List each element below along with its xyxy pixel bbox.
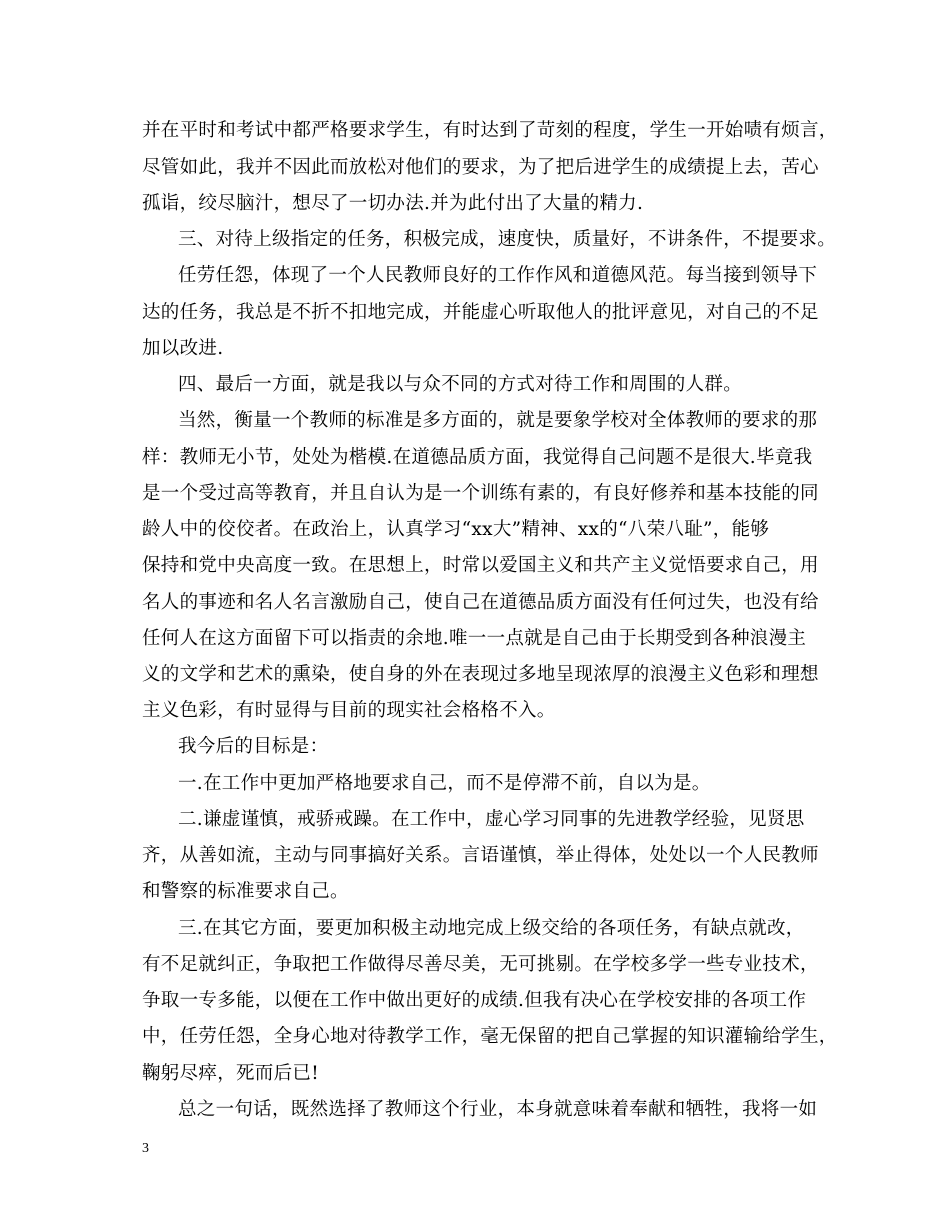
text-line: 鞠躬尽瘁，死而后已! xyxy=(142,1063,319,1084)
text-line: 龄人中的佼佼者。在政治上，认真学习“xx大”精神、xx的“八荣八耻”，能够 xyxy=(142,519,770,540)
text-line: 中，任劳任怨，全身心地对待教学工作，毫无保留的把自己掌握的知识灌输给学生， xyxy=(142,1026,838,1047)
text-line: 孤诣，绞尽脑汁，想尽了一切办法.并为此付出了大量的精力. xyxy=(142,193,644,214)
page-number: 3 xyxy=(142,1141,149,1156)
text-line: 和警察的标准要求自己。 xyxy=(142,881,349,902)
text-line: 主义色彩，有时显得与目前的现实社会格格不入。 xyxy=(142,700,556,721)
text-line: 并在平时和考试中都严格要求学生，有时达到了苛刻的程度，学生一开始啧有烦言， xyxy=(142,120,838,141)
text-line: 是一个受过高等教育，并且自认为是一个训练有素的，有良好修养和基本技能的同 xyxy=(142,483,819,504)
text-line: 保持和党中央高度一致。在思想上，时常以爱国主义和共产主义觉悟要求自己，用 xyxy=(142,555,819,576)
text-line: 齐，从善如流，主动与同事搞好关系。言语谨慎，举止得体，处处以一个人民教师 xyxy=(142,845,819,866)
text-line: 有不足就纠正，争取把工作做得尽善尽美，无可挑剔。在学校多学一些专业技术， xyxy=(142,954,819,975)
text-line: 义的文学和艺术的熏染，使自身的外在表现过多地呈现浓厚的浪漫主义色彩和理想 xyxy=(142,664,819,685)
text-line: 一.在工作中更加严格地要求自己，而不是停滞不前，自以为是。 xyxy=(178,773,711,794)
text-line: 任劳任怨，体现了一个人民教师良好的工作作风和道德风范。每当接到领导下 xyxy=(178,265,818,286)
text-line: 尽管如此，我并不因此而放松对他们的要求，为了把后进学生的成绩提上去，苦心 xyxy=(142,157,819,178)
text-line: 当然，衡量一个教师的标准是多方面的，就是要象学校对全体教师的要求的那 xyxy=(178,410,818,431)
text-line: 任何人在这方面留下可以指责的余地.唯一一点就是自己由于长期受到各种浪漫主 xyxy=(142,628,807,649)
text-line: 四、最后一方面，就是我以与众不同的方式对待工作和周围的人群。 xyxy=(178,374,743,395)
text-line: 争取一专多能，以便在工作中做出更好的成绩.但我有决心在学校安排的各项工作 xyxy=(142,990,807,1011)
text-line: 三、对待上级指定的任务，积极完成，速度快，质量好，不讲条件，不提要求。 xyxy=(178,229,837,250)
text-line: 加以改进. xyxy=(142,338,224,359)
text-line: 样：教师无小节，处处为楷模.在道德品质方面，我觉得自己问题不是很大.毕竟我 xyxy=(142,447,813,468)
text-line: 名人的事迹和名人名言激励自己，使自己在道德品质方面没有任何过失，也没有给 xyxy=(142,592,819,613)
text-line: 总之一句话，既然选择了教师这个行业，本身就意味着奉献和牺牲，我将一如 xyxy=(178,1099,818,1120)
text-line: 二.谦虚谨慎，戒骄戒躁。在工作中，虚心学习同事的先进教学经验，见贤思 xyxy=(178,809,805,830)
text-line: 我今后的目标是： xyxy=(178,736,329,757)
text-line: 达的任务，我总是不折不扣地完成，并能虚心听取他人的批评意见，对自己的不足 xyxy=(142,302,819,323)
text-line: 三.在其它方面，要更加积极主动地完成上级交给的各项任务，有缺点就改， xyxy=(178,918,805,939)
